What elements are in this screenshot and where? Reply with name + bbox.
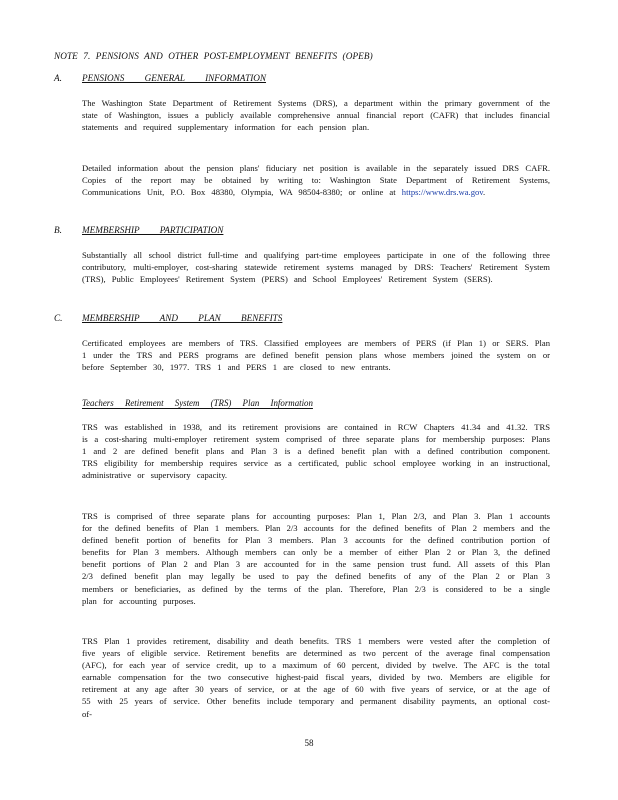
note-title: NOTE 7. PENSIONS AND OTHER POST-EMPLOYMENT BENEFITS (OPEB) (54, 51, 373, 61)
section-c-heading (54, 313, 574, 323)
trs-plan-information-heading: Teachers Retirement System (TRS) Plan Information (82, 398, 313, 408)
drs-website-link[interactable]: https://www.drs.wa.gov (401, 187, 484, 198)
section-c-title: MEMBERSHIP AND PLAN BENEFITS (82, 313, 283, 323)
section-b-heading (54, 225, 574, 235)
section-b-letter: B. (54, 225, 62, 235)
section-a-letter: A. (54, 73, 62, 83)
paragraph-trs-plan-1-benefits: TRS Plan 1 provides retirement, disability and death benefits. TRS 1 members were vested after the completion of five years of eligible service. Retirement benefits are determined as two percent of the average final compensation (AFC), for each year of service credit, up to a maximum of 60 percent, divided by twelve. The AFC is the total earnable compensation for the two consecutive highest-paid fiscal years, divided by two. Members are eligible for retirement at any age after 30 years of service, or at the age of 60 with five years of service, or at the age of 55 with 25 years of service. Other benefits include temporary and permanent disability payments, an optional cost-of- (82, 636, 550, 719)
section-a-title: PENSIONS GENERAL INFORMATION (82, 73, 267, 83)
section-c-letter: C. (54, 313, 63, 323)
paragraph-trs-plans: TRS is comprised of three separate plans for accounting purposes: Plan 1, Plan 2/3, and Plan 3. Plan 1 accounts for the defined benefits of Plan 1 members. Plan 2/3 accounts for the defined benefits of Plan 2 members and the defined benefit portion of benefits for Plan 3 members. Plan 3 accounts for the defined contribution portion of benefits for Plan 3 members. Although members can only be a member of either Plan 2 or Plan 3, the defined benefit portions of Plan 2 and Plan 3 are accounted for in the same pension trust fund. All assets of this Plan 2/3 defined benefit plan may legally be used to pay the defined benefits of any of the Plan 2 or Plan 3 members or beneficiaries, as defined by the terms of the plan. Therefore, Plan 2/3 is considered to be a single plan for accounting purposes. (82, 511, 550, 606)
paragraph-plan-benefits: Certificated employees are members of TRS. Classified employees are members of PERS (if Plan 1) or SERS. Plan 1 under the TRS and PERS programs are defined benefit pension plans whose members joined the system on or before September 30, 1977. TRS 1 and PERS 1 are closed to new entrants. (82, 338, 550, 373)
paragraph-drs-cafr: The Washington State Department of Retirement Systems (DRS), a department within the primary government of the state of Washington, issues a publicly available comprehensive annual financial report (CAFR) that includes financial statements and required supplementary information for each pension plan. (82, 98, 550, 133)
paragraph-trs-established: TRS was established in 1938, and its retirement provisions are contained in RCW Chapters 41.34 and 41.32. TRS is a cost-sharing multi-employer retirement system comprised of three separate plans for membership purposes: Plans 1 and 2 are defined benefit plans and Plan 3 is a defined benefit plan with a defined contribution component. TRS eligibility for membership requires service as a certificated, public school employee working in an instructional, administrative or supervisory capacity. (82, 422, 550, 481)
page-number: 58 (304, 738, 314, 748)
paragraph-fiduciary-text: Detailed information about the pension plans' fiduciary net position is available in the separately issued DRS CAFR. Copies of the report may be obtained by writing to: Washington State Department of Retirement Systems, Communications Unit, P.O. Box 48380, Olympia, WA 98504-8380; or online at (82, 163, 550, 198)
paragraph-membership-participation: Substantially all school district full-time and qualifying part-time employees participate in one of the following three contributory, multi-employer, cost-sharing statewide retirement systems managed by DRS: Teachers' Retirement System (TRS), Public Employees' Retirement System (PERS) and School Employees' Retirement System (SERS). (82, 250, 550, 285)
paragraph-fiduciary-details (82, 162, 550, 198)
section-b-title: MEMBERSHIP PARTICIPATION (82, 225, 224, 235)
section-a-heading (54, 73, 574, 83)
paragraph-fiduciary-end: . (483, 187, 486, 198)
